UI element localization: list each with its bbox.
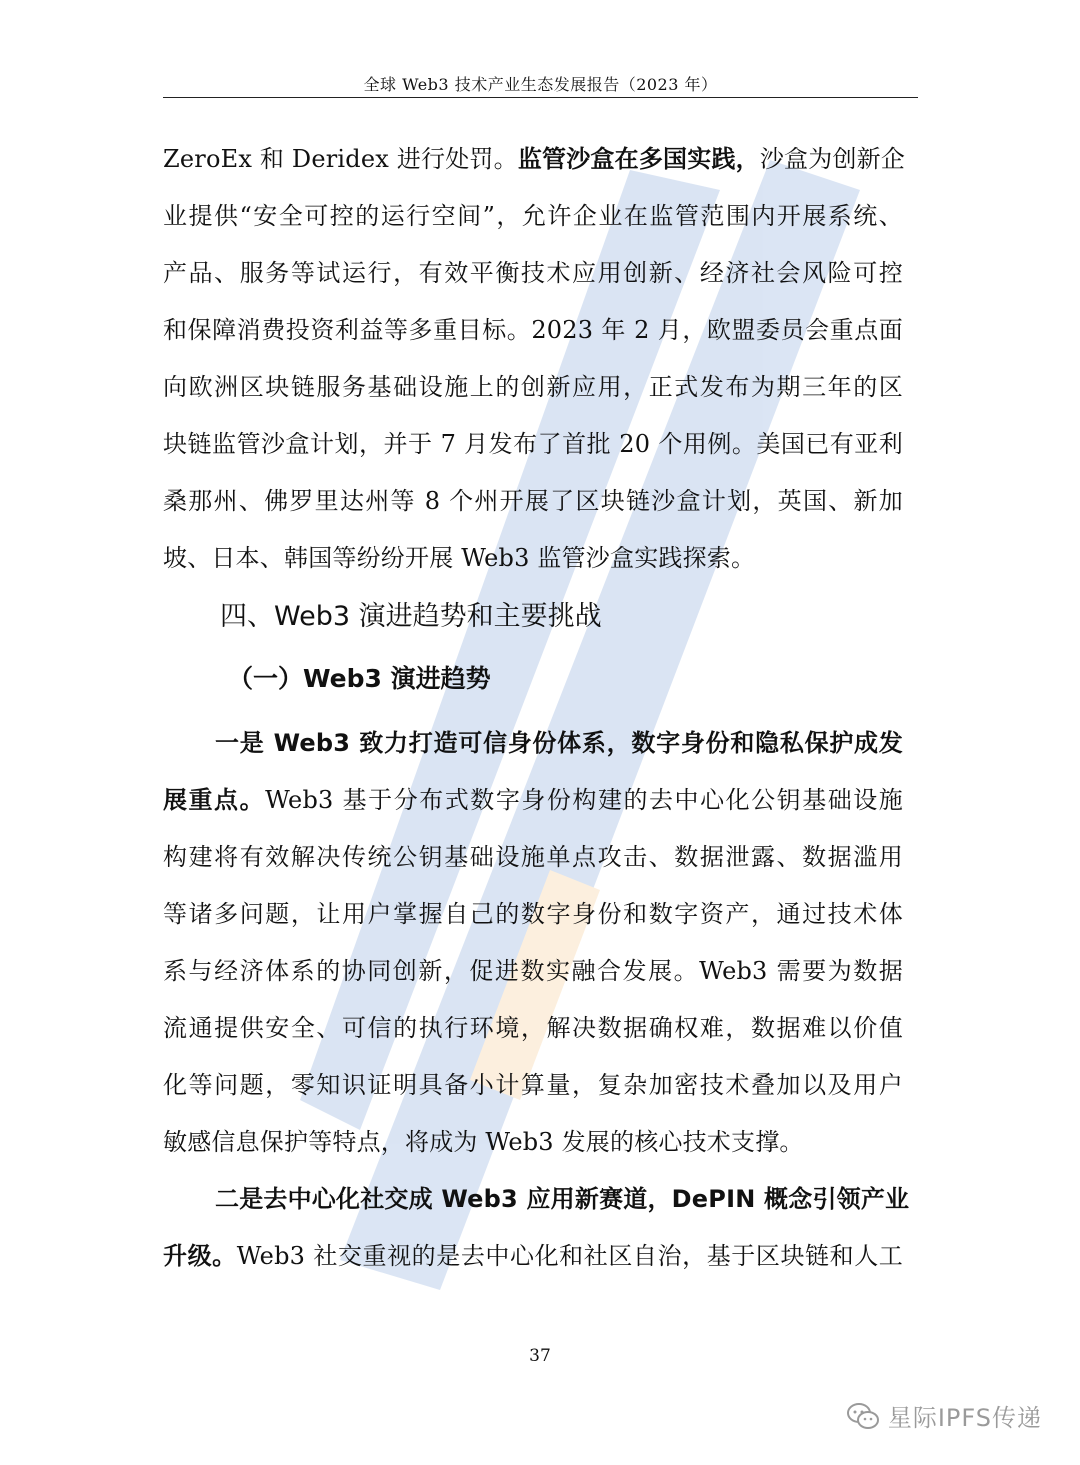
paragraph-line [163, 1240, 903, 1272]
brand-badge [846, 1398, 1042, 1433]
paragraph-line: 向欧洲区块链服务基础设施上的创新应用，正式发布为期三年的区 [163, 373, 903, 401]
text-run: 沙盒为创新企 [759, 145, 906, 173]
wechat-icon [846, 1401, 880, 1431]
paragraph-line: 敏感信息保护等特点，将成为 Web3 发展的核心技术支撑。 [163, 1128, 804, 1156]
page-number: 37 [529, 1346, 551, 1366]
bold-text-run: 升级。 [163, 1242, 237, 1270]
paragraph-line: 化等问题，零知识证明具备小计算量，复杂加密技术叠加以及用户 [163, 1071, 903, 1099]
paragraph-lead-line: 一是 Web3 致力打造可信身份体系，数字身份和隐私保护成发 [215, 729, 903, 757]
paragraph-line: 业提供“安全可控的运行空间”，允许企业在监管范围内开展系统、 [163, 202, 903, 230]
paragraph-line: 和保障消费投资利益等多重目标。2023 年 2 月，欧盟委员会重点面 [163, 316, 903, 344]
paragraph-lead-line: 二是去中心化社交成 Web3 应用新赛道，DePIN 概念引领产业 [215, 1185, 910, 1213]
paragraph-line: 流通提供安全、可信的执行环境，解决数据确权难，数据难以价值 [163, 1014, 903, 1042]
paragraph-line: 块链监管沙盒计划，并于 7 月发布了首批 20 个用例。美国已有亚利 [163, 430, 903, 458]
text-run: Web3 基于分布式数字身份构建的去中心化公钥基础设施 [265, 786, 903, 814]
paragraph-line: 系与经济体系的协同创新，促进数实融合发展。Web3 需要为数据 [163, 957, 903, 985]
text-run: ZeroEx 和 Deridex 进行处罚。 [163, 145, 518, 173]
paragraph-line [163, 143, 906, 175]
bold-text-run: 监管沙盒在多国实践， [517, 145, 760, 173]
bold-text-run: 展重点。 [163, 786, 266, 814]
section-heading: 四、Web3 演进趋势和主要挑战 [220, 601, 602, 632]
subsection-heading: （一）Web3 演进趋势 [228, 664, 491, 693]
text-run: Web3 社交重视的是去中心化和社区自治，基于区块链和人工 [236, 1242, 903, 1270]
paragraph-line: 等诸多问题，让用户掌握自己的数字身份和数字资产，通过技术体 [163, 900, 903, 928]
running-header: 全球 Web3 技术产业生态发展报告（2023 年） [363, 75, 718, 94]
header-divider [163, 97, 918, 98]
paragraph-line: 构建将有效解决传统公钥基础设施单点攻击、数据泄露、数据滥用 [163, 843, 903, 871]
paragraph-line [163, 784, 903, 816]
brand-label: 星际IPFS传递 [887, 1404, 1042, 1432]
paragraph-line: 产品、服务等试运行，有效平衡技术应用创新、经济社会风险可控 [163, 259, 903, 287]
paragraph-line: 坡、日本、韩国等纷纷开展 Web3 监管沙盒实践探索。 [163, 544, 756, 572]
paragraph-line: 桑那州、佛罗里达州等 8 个州开展了区块链沙盒计划，英国、新加 [163, 487, 903, 515]
